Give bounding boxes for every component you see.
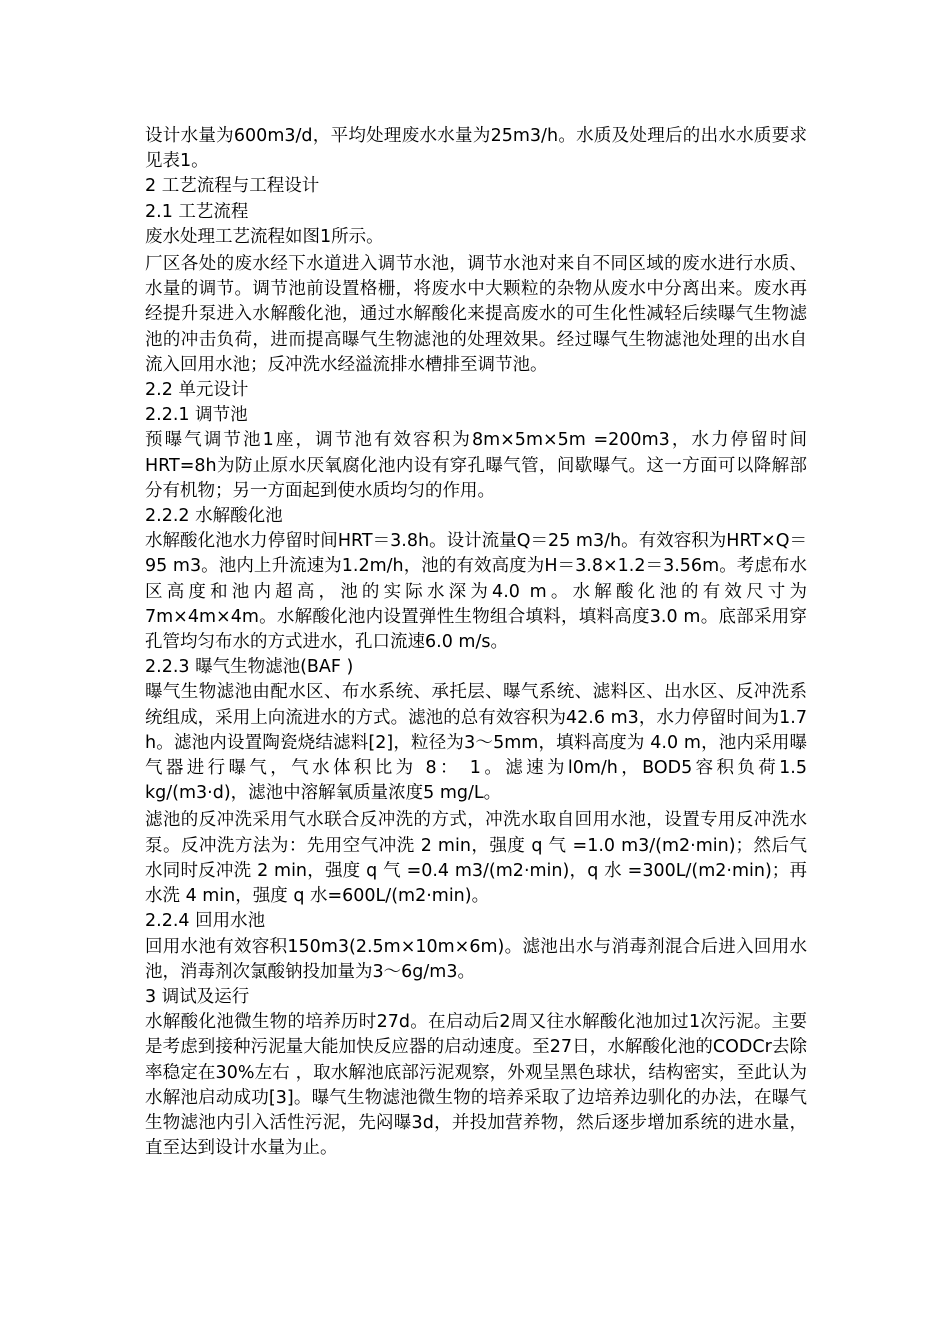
paragraph-commissioning: 水解酸化池微生物的培养历时27d。在启动后2周又往水解酸化池加过1次污泥。主要是考虑到接种污泥量大能加快反应器的启动速度。至27日，水解酸化池的CODCr去除率稳定在30%左右 ，取水解池底部污泥观察，外观呈黑色球状，结构密实，至此认为水解池启动成功[3]。曝气生物滤池微生物的培养采取了边培养边驯化的办法，在曝气生物滤池内引入活性污泥，先闷曝3d，并投加营养物，然后逐步增加系统的进水量，直至达到设计水量为止。	[145, 1012, 807, 1159]
paragraph-flow-figure-ref: 废水处理工艺流程如图1所示。	[145, 226, 384, 247]
paragraph-baf-structure: 曝气生物滤池由配水区、布水系统、承托层、曝气系统、滤料区、出水区、反冲洗系统组成，采用上向流进水的方式。滤池的总有效容积为42.6 m3，水力停留时间为1.7 h。滤池内设置陶瓷烧结滤料[2]，粒径为3～5mm，填料高度为 4.0 m，池内采用曝气器进行曝气，气水体积比为 8： 1。滤速为l0m/h，BOD5容积负荷1.5 kg/(m3·d)，滤池中溶解氧质量浓度5 mg/L。	[145, 682, 807, 804]
paragraph-reuse-tank: 回用水池有效容积150m3(2.5m×10m×6m)。滤池出水与消毒剂混合后进入回用水池，消毒剂次氯酸钠投加量为3～6g/m3。	[145, 936, 807, 982]
subsection-heading-2-2: 2.2 单元设计	[145, 380, 249, 401]
subsection-heading-2-2-2: 2.2.2 水解酸化池	[145, 506, 283, 527]
paragraph-design-flow: 设计水量为600m3/d，平均处理废水水量为25m3/h。水质及处理后的出水水质要求见表1。	[145, 126, 807, 172]
paragraph-process-description: 厂区各处的废水经下水道进入调节水池，调节水池对来自不同区域的废水进行水质、水量的调节。调节池前设置格栅，将废水中大颗粒的杂物从废水中分离出来。废水再经提升泵进入水解酸化池，通过水解酸化来提高废水的可生化性减轻后续曝气生物滤池的冲击负荷，进而提高曝气生物滤池的处理效果。经过曝气生物滤池处理的出水自流入回用水池；反冲洗水经溢流排水槽排至调节池。	[145, 254, 807, 375]
paragraph-baf-backwash: 滤池的反冲洗采用气水联合反冲洗的方式，冲洗水取自回用水池，设置专用反冲洗水泵。反冲洗方法为：先用空气冲洗 2 min，强度 q 气 =1.0 m3/(m2·min)；然后气水同时反冲洗 2 min，强度 q 气 =0.4 m3/(m2·min)，q 水 =300L/(m2·min)；再水洗 4 min，强度 q 水=600L/(m2·min)。	[145, 810, 807, 907]
subsection-heading-2-2-1: 2.2.1 调节池	[145, 405, 248, 426]
section-heading-3: 3 调试及运行	[145, 986, 250, 1007]
paragraph-hydrolysis-tank: 水解酸化池水力停留时间HRT＝3.8h。设计流量Q＝25 m3/h。有效容积为HRT×Q＝95 m3。池内上升流速为1.2m/h，池的有效高度为H＝3.8×1.2＝3.56m。考虑布水区高度和池内超高，池的实际水深为4.0 m。水解酸化池的有效尺寸为7m×4m×4m。水解酸化池内设置弹性生物组合填料，填料高度3.0 m。底部采用穿孔管均匀布水的方式进水，孔口流速6.0 m/s。	[145, 531, 807, 653]
subsection-heading-2-2-4: 2.2.4 回用水池	[145, 911, 266, 932]
subsection-heading-2-1: 2.1 工艺流程	[145, 201, 249, 222]
subsection-heading-2-2-3: 2.2.3 曝气生物滤池(BAF )	[145, 657, 354, 678]
paragraph-regulating-tank: 预曝气调节池1座，调节池有效容积为8m×5m×5m =200m3，水力停留时间HRT=8h为防止原水厌氧腐化池内设有穿孔曝气管，间歇曝气。这一方面可以降解部分有机物；另一方面起到使水质均匀的作用。	[145, 430, 807, 501]
section-heading-2: 2 工艺流程与工程设计	[145, 176, 320, 197]
document-body	[145, 124, 807, 1161]
